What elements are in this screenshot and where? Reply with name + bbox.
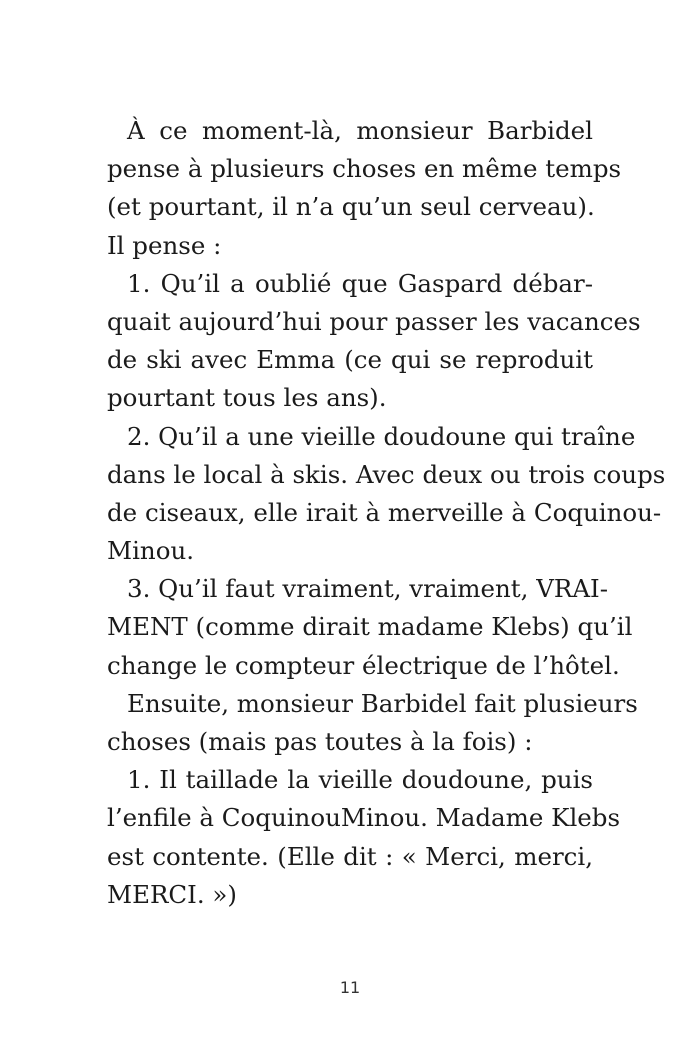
text-line: MENT (comme dirait madame Klebs) qu’il (107, 612, 633, 642)
text-line: pense à plusieurs choses en même temps (107, 154, 622, 184)
text-line: 2. Qu’il a une vieille doudoune qui traîne (127, 421, 636, 451)
text-line: Minou. (107, 536, 195, 566)
page-number: 11 (339, 978, 361, 997)
text-line: de ski avec Emma (ce qui se reproduit (107, 345, 593, 375)
text-line: dans le local à skis. Avec deux ou trois coups (107, 459, 666, 489)
text-line: (et pourtant, il n’a qu’un seul cerveau). (107, 192, 595, 222)
text-line: Il pense : (107, 230, 222, 260)
text-line: quait aujourd’hui pour passer les vacances (107, 306, 641, 336)
text-line: Ensuite, monsieur Barbidel fait plusieurs (127, 688, 638, 718)
text-line: MERCI. ») (107, 879, 237, 909)
text-line: 3. Qu’il faut vraiment, vraiment, VRAI- (127, 574, 609, 604)
body-text (107, 112, 666, 914)
text-line: À ce moment-là, monsieur Barbidel (127, 116, 593, 145)
text-line: est contente. (Elle dit : « Merci, merci, (107, 841, 593, 871)
text-line: 1. Qu’il a oublié que Gaspard débar- (127, 268, 593, 298)
text-line: 1. Il taillade la vieille doudoune, puis (127, 765, 593, 795)
text-line: choses (mais pas toutes à la fois) : (107, 727, 533, 756)
text-line: de ciseaux, elle irait à merveille à Coquinou- (107, 497, 662, 527)
text-line: pourtant tous les ans). (107, 383, 387, 413)
text-line: change le compteur électrique de l’hôtel. (107, 650, 620, 680)
text-line: l’enfile à CoquinouMinou. Madame Klebs (107, 803, 621, 833)
